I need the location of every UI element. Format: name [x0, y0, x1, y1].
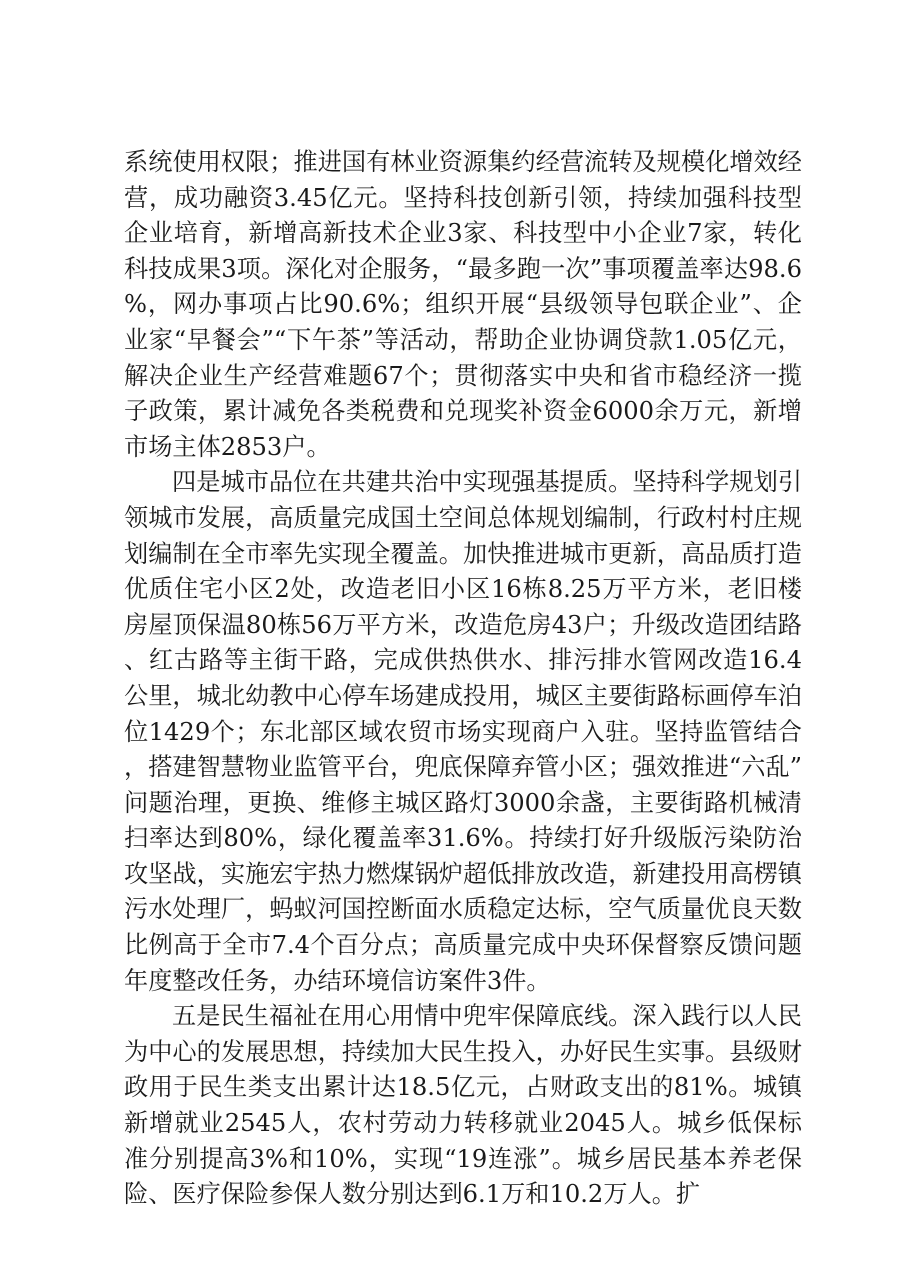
- document-body: [124, 145, 802, 1213]
- paragraph-3: 五是民生福祉在用心用情中兜牢保障底线。深入践行以人民为中心的发展思想，持续加大民生投入，办好民生实事。县级财政用于民生类支出累计达18.5亿元，占财政支出的81%。城镇新增就业2545人，农村劳动力转移就业2045人。城乡低保标准分别提高3%和10%，实现“19连涨”。城乡居民基本养老保险、医疗保险参保人数分别达到6.1万和10.2万人。扩: [124, 1002, 802, 1209]
- paragraph-2: 四是城市品位在共建共治中实现强基提质。坚持科学规划引领城市发展，高质量完成国土空间总体规划编制，行政村村庄规划编制在全市率先实现全覆盖。加快推进城市更新，高品质打造优质住宅小区2处，改造老旧小区16栋8.25万平方米，老旧楼房屋顶保温80栋56万平方米，改造危房43户；升级改造团结路、红古路等主街干路，完成供热供水、排污排水管网改造16.4公里，城北幼教中心停车场建成投用，城区主要街路标画停车泊位1429个；东北部区域农贸市场实现商户入驻。坚持监管结合，搭建智慧物业监管平台，兜底保障弃管小区；强效推进“六乱”问题治理，更换、维修主城区路灯3000余盏，主要街路机械清扫率达到80%，绿化覆盖率31.6%。持续打好升级版污染防治攻坚战，实施宏宇热力燃煤锅炉超低排放改造，新建投用高楞镇污水处理厂，蚂蚁河国控断面水质稳定达标，空气质量优良天数比例高于全市7.4个百分点；高质量完成中央环保督察反馈问题年度整改任务，办结环境信访案件3件。: [124, 468, 802, 995]
- paragraph-1: 系统使用权限；推进国有林业资源集约经营流转及规模化增效经营，成功融资3.45亿元。坚持科技创新引领，持续加强科技型企业培育，新增高新技术企业3家、科技型中小企业7家，转化科技成果3项。深化对企服务，“最多跑一次”事项覆盖率达98.6%，网办事项占比90.6%；组织开展“县级领导包联企业”、企业家“早餐会”“下午茶”等活动，帮助企业协调贷款1.05亿元，解决企业生产经营难题67个；贯彻落实中央和省市稳经济一揽子政策，累计减免各类税费和兑现奖补资金6000余万元，新增市场主体2853户。: [124, 148, 802, 461]
